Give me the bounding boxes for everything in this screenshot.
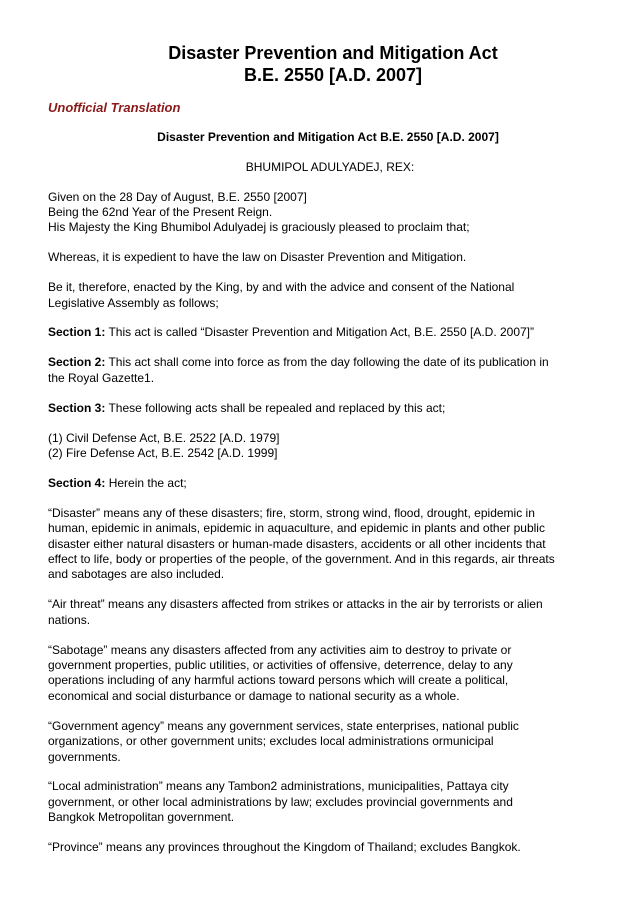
definition-province (48, 840, 608, 855)
definition-government-agency (48, 719, 608, 765)
document-subtitle: Disaster Prevention and Mitigation Act B.E. 2550 [A.D. 2007] (157, 130, 499, 144)
section-2 (48, 355, 608, 386)
given-paragraph (48, 190, 608, 236)
section-1-text: This act is called “Disaster Prevention and Mitigation Act, B.E. 2550 [A.D. 2007]” (105, 325, 535, 340)
text-line: operations including of any harmful actions toward persons which will create a political, (48, 673, 509, 688)
text-line: government properties, public utilities, or activities of offensive, deterrence, delay to any (48, 658, 513, 673)
section-4-text: Herein the act; (105, 475, 187, 490)
section-3-label: Section 3: (48, 400, 106, 415)
text-line: human, epidemic in animals, epidemic in aquaculture, and epidemic in plants and other public (48, 521, 545, 536)
text-line: “Disaster” means any of these disasters; fire, storm, strong wind, flood, drought, epidemic in (48, 505, 535, 520)
definition-local-administration (48, 779, 608, 825)
text-line: “Sabotage” means any disasters affected from any activities aim to destroy to private or (48, 642, 512, 657)
text-line: “Province” means any provinces throughout the Kingdom of Thailand; excludes Bangkok. (48, 840, 521, 855)
section-4-label: Section 4: (48, 475, 106, 490)
section-3-text: These following acts shall be repealed and replaced by this act; (105, 400, 446, 415)
text-line: Given on the 28 Day of August, B.E. 2550 [2007] (48, 189, 307, 204)
list-item: (1) Civil Defense Act, B.E. 2522 [A.D. 1979] (48, 430, 280, 445)
text-line: nations. (48, 612, 91, 627)
text-line: economical and social disturbance or damage to national security as a whole. (48, 688, 460, 703)
whereas-paragraph: Whereas, it is expedient to have the law on Disaster Prevention and Mitigation. (48, 250, 467, 265)
text-line: “Air threat” means any disasters affected from strikes or attacks in the air by terrorists or alien (48, 597, 543, 612)
text-line: effect to life, body or properties of the people, of the government. And in this regards, air threats (48, 552, 555, 566)
text-line: Being the 62nd Year of the Present Reign. (48, 204, 273, 219)
enacted-paragraph (48, 280, 608, 311)
title-line-1: Disaster Prevention and Mitigation Act (168, 43, 498, 63)
text-line: Legislative Assembly as follows; (48, 295, 219, 310)
section-2-label: Section 2: (48, 355, 106, 370)
text-line: and sabotages are also included. (48, 567, 225, 582)
text-line: His Majesty the King Bhumibol Adulyadej is graciously pleased to proclaim that; (48, 220, 470, 235)
text-line: government, or other local administrations by law; excludes provincial governments and (48, 794, 513, 809)
text-line: disaster either natural disasters or human-made disasters, accidents or all other incidents that (48, 536, 546, 551)
text-line: Be it, therefore, enacted by the King, by and with the advice and consent of the National (48, 280, 515, 295)
text-line: Bangkok Metropolitan government. (48, 810, 235, 825)
text-line: governments. (48, 749, 121, 764)
list-item: (2) Fire Defense Act, B.E. 2542 [A.D. 1999] (48, 445, 278, 460)
document-title (48, 42, 608, 86)
section-3 (48, 401, 608, 416)
repealed-acts-list (48, 431, 608, 462)
section-2-text-line-2: the Royal Gazette1. (48, 370, 155, 385)
section-1-label: Section 1: (48, 325, 106, 340)
title-line-2: B.E. 2550 [A.D. 2007] (243, 65, 423, 85)
document-page (48, 42, 608, 856)
text-line: “Local administration” means any Tambon2 administrations, municipalities, Pattaya city (48, 779, 509, 794)
section-1 (48, 325, 608, 340)
definition-disaster (48, 506, 608, 583)
section-4 (48, 476, 608, 491)
text-line: organizations, or other government units; excludes local administrations ormunicipal (48, 734, 494, 749)
definition-air-threat (48, 597, 608, 628)
definition-sabotage (48, 643, 608, 705)
section-2-text: This act shall come into force as from the day following the date of its publication in (105, 355, 549, 370)
text-line: “Government agency” means any government services, state enterprises, national public (48, 718, 519, 733)
king-heading: BHUMIPOL ADULYADEJ, REX: (245, 160, 415, 174)
unofficial-translation-label: Unofficial Translation (48, 100, 181, 115)
